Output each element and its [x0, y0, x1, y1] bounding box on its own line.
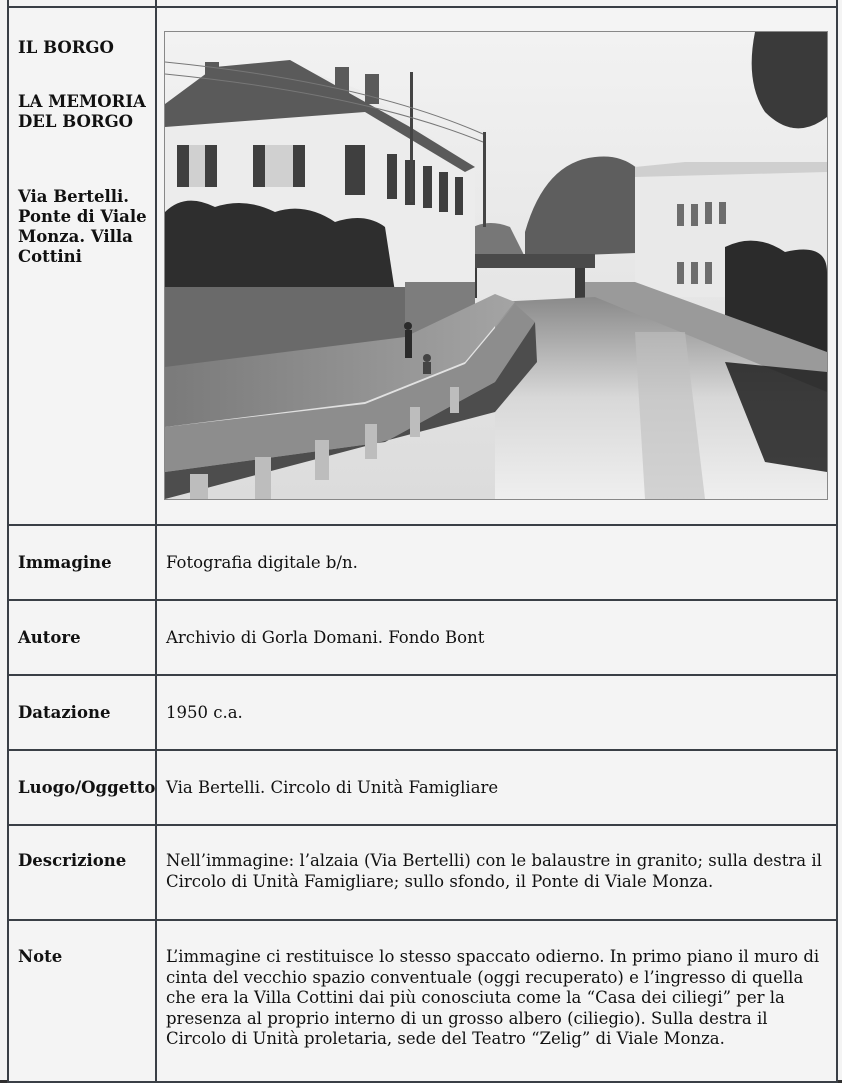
field-value-descrizione: Nell’immagine: l’alzaia (Via Bertelli) con le balaustre in granito; sulla destra il Circolo di Unità Famigliare; sullo sfondo, il Ponte di Viale Monza.: [166, 851, 822, 891]
subsection-title: LA MEMORIA DEL BORGO: [18, 92, 146, 131]
heading-cell: [8, 7, 156, 525]
table-row: [8, 920, 837, 1082]
field-label-datazione: Datazione: [18, 703, 111, 722]
table-row: [8, 675, 837, 750]
field-value-note: L’immagine ci restituisce lo stesso spaccato odierno. In primo piano il muro di cinta del vecchio spazio conventuale (oggi recuperato) e l’ingresso di quella che era la Villa Cottini dai più conosciuta come la “Casa dei ciliegi” per la presenza al proprio interno di un grosso albero (ciliegio). Sulla destra il Circolo di Unità proletaria, sede del Teatro “Zelig” di Viale Monza.: [166, 947, 820, 1048]
table-row: [8, 600, 837, 675]
field-label-note: Note: [18, 947, 63, 966]
table-row: [8, 825, 837, 920]
field-label-luogo: Luogo/Oggetto: [18, 778, 156, 797]
photo-caption: Via Bertelli. Ponte di Viale Monza. Villa Cottini: [18, 187, 147, 266]
historic-photo: [164, 31, 828, 500]
field-value-datazione: 1950 c.a.: [166, 703, 243, 722]
section-title: IL BORGO: [18, 38, 114, 57]
field-label-descrizione: Descrizione: [18, 851, 127, 870]
field-value-luogo: Via Bertelli. Circolo di Unità Famigliare: [166, 778, 499, 797]
table-row: [8, 750, 837, 825]
field-label-autore: Autore: [18, 628, 81, 647]
table-top-strip: [8, 0, 837, 7]
field-value-immagine: Fotografia digitale b/n.: [166, 553, 358, 572]
field-value-autore: Archivio di Gorla Domani. Fondo Bont: [166, 628, 485, 647]
table-row: [8, 525, 837, 600]
field-label-immagine: Immagine: [18, 553, 112, 572]
